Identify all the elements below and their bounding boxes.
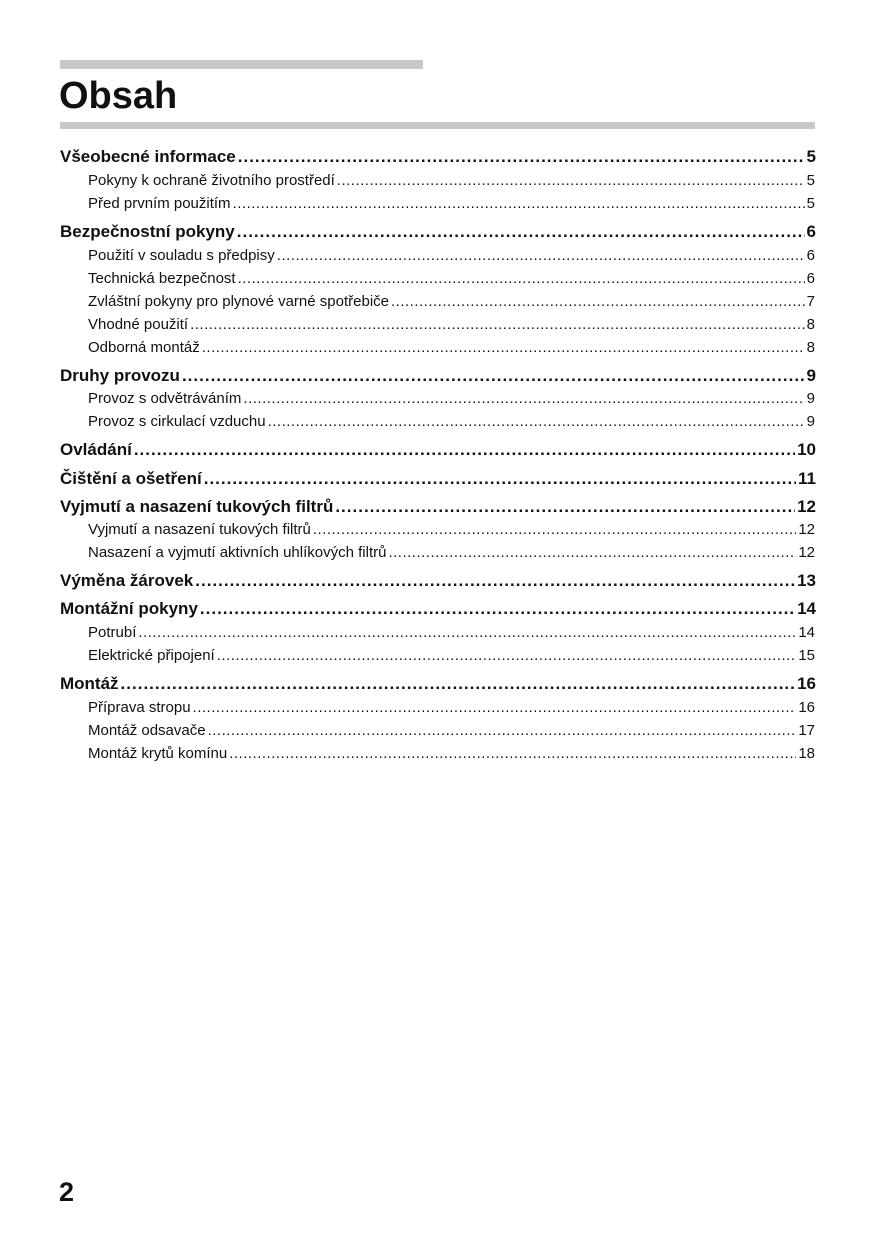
- toc-entry-label: Použití v souladu s předpisy: [88, 247, 275, 264]
- toc-subentry-suitable-use[interactable]: [88, 314, 815, 336]
- toc-entry-operation[interactable]: [60, 438, 816, 462]
- toc-entry-grease-filters[interactable]: [60, 495, 816, 519]
- toc-entry-page: 18: [798, 745, 815, 762]
- toc-dot-leader: [388, 542, 796, 564]
- toc-entry-label: Technická bezpečnost: [88, 270, 236, 287]
- toc-subentry-grease-filters[interactable]: [88, 519, 815, 541]
- toc-dot-leader: [391, 291, 805, 313]
- toc-entry-label: Provoz s cirkulací vzduchu: [88, 413, 266, 430]
- toc-entry-label: Druhy provozu: [60, 366, 180, 385]
- toc-entry-page: 15: [798, 647, 815, 664]
- toc-entry-label: Montáž odsavače: [88, 722, 206, 739]
- toc-entry-label: Vhodné použití: [88, 316, 189, 333]
- toc-entry-page: 12: [798, 544, 815, 561]
- toc-subentry-hood-installation[interactable]: [88, 720, 815, 742]
- toc-entry-page: 12: [797, 497, 816, 516]
- toc-subentry-carbon-filters[interactable]: [88, 542, 815, 564]
- toc-subentry-gas-appliances[interactable]: [88, 291, 815, 313]
- toc-entry-label: Bezpečnostní pokyny: [60, 222, 235, 241]
- toc-entry-page: 9: [806, 366, 816, 385]
- toc-dot-leader: [337, 170, 805, 192]
- toc-entry-label: Zvláštní pokyny pro plynové varné spotřebiče: [88, 293, 389, 310]
- toc-dot-leader: [237, 220, 805, 244]
- toc-dot-leader: [182, 364, 805, 388]
- toc-entry-label: Pokyny k ochraně životního prostředí: [88, 172, 335, 189]
- toc-entry-label: Před prvním použitím: [88, 195, 231, 212]
- toc-subentry-ducting[interactable]: [88, 622, 815, 644]
- toc-entry-page: 9: [806, 413, 815, 430]
- header-accent-bar: [60, 60, 423, 69]
- toc-entry-label: Výměna žárovek: [60, 571, 194, 590]
- toc-entry-safety-instructions[interactable]: [60, 220, 816, 244]
- toc-entry-label: Montáž: [60, 674, 119, 693]
- toc-entry-page: 14: [798, 624, 815, 641]
- toc-entry-cleaning[interactable]: [60, 467, 816, 491]
- toc-entry-page: 14: [797, 599, 816, 618]
- toc-entry-operating-modes[interactable]: [60, 364, 816, 388]
- toc-entry-page: 5: [806, 172, 815, 189]
- toc-entry-label: Montáž krytů komínu: [88, 745, 228, 762]
- toc-entry-page: 6: [806, 270, 815, 287]
- toc-entry-label: Elektrické připojení: [88, 647, 215, 664]
- toc-dot-leader: [229, 743, 796, 765]
- toc-entry-page: 9: [806, 390, 815, 407]
- toc-subentry-technical-safety[interactable]: [88, 268, 815, 290]
- toc-subentry-intended-use[interactable]: [88, 245, 815, 267]
- toc-entry-page: 16: [798, 699, 815, 716]
- toc-subentry-electrical-connection[interactable]: [88, 645, 815, 667]
- toc-entry-page: 7: [806, 293, 815, 310]
- toc-dot-leader: [202, 337, 805, 359]
- toc-entry-label: Všeobecné informace: [60, 147, 236, 166]
- toc-entry-label: Odborná montáž: [88, 339, 200, 356]
- toc-entry-label: Příprava stropu: [88, 699, 191, 716]
- toc-subentry-chimney-covers[interactable]: [88, 743, 815, 765]
- toc-dot-leader: [138, 622, 796, 644]
- toc-entry-page: 17: [798, 722, 815, 739]
- toc-entry-label: Potrubí: [88, 624, 137, 641]
- toc-subentry-professional-installation[interactable]: [88, 337, 815, 359]
- toc-entry-page: 8: [806, 316, 815, 333]
- toc-dot-leader: [268, 411, 805, 433]
- toc-dot-leader: [195, 569, 795, 593]
- toc-subentry-extraction-mode[interactable]: [88, 388, 815, 410]
- toc-dot-leader: [238, 268, 805, 290]
- toc-entry-page: 12: [798, 521, 815, 538]
- toc-subentry-ceiling-preparation[interactable]: [88, 697, 815, 719]
- toc-dot-leader: [204, 467, 796, 491]
- toc-entry-page: 10: [797, 440, 816, 459]
- toc-entry-page: 5: [806, 147, 816, 166]
- toc-dot-leader: [277, 245, 805, 267]
- toc-entry-installation[interactable]: [60, 672, 816, 696]
- toc-entry-label: Vyjmutí a nasazení tukových filtrů: [88, 521, 311, 538]
- toc-entry-page: 13: [797, 571, 816, 590]
- toc-subentry-environment[interactable]: [88, 170, 815, 192]
- toc-dot-leader: [190, 314, 805, 336]
- toc-entry-page: 8: [806, 339, 815, 356]
- toc-dot-leader: [243, 388, 804, 410]
- toc-subentry-before-first-use[interactable]: [88, 193, 815, 215]
- toc-entry-page: 5: [806, 195, 815, 212]
- toc-dot-leader: [217, 645, 797, 667]
- page-number: 2: [59, 1177, 75, 1207]
- toc-dot-leader: [193, 697, 797, 719]
- toc-entry-label: Nasazení a vyjmutí aktivních uhlíkových filtrů: [88, 544, 387, 561]
- title-divider: [60, 122, 815, 129]
- toc-subentry-recirculation-mode[interactable]: [88, 411, 815, 433]
- toc-dot-leader: [335, 495, 795, 519]
- toc-dot-leader: [200, 597, 795, 621]
- toc-entry-label: Ovládání: [60, 440, 132, 459]
- toc-dot-leader: [233, 193, 805, 215]
- toc-entry-page: 6: [806, 222, 816, 241]
- toc-entry-page: 11: [798, 469, 816, 488]
- page-title: Obsah: [59, 75, 178, 117]
- toc-entry-general-information[interactable]: [60, 145, 816, 169]
- toc-dot-leader: [121, 672, 796, 696]
- toc-dot-leader: [208, 720, 797, 742]
- toc-entry-page: 16: [797, 674, 816, 693]
- toc-entry-installation-instructions[interactable]: [60, 597, 816, 621]
- toc-entry-label: Čištění a ošetření: [60, 469, 202, 488]
- toc-entry-bulb-replacement[interactable]: [60, 569, 816, 593]
- toc-entry-label: Provoz s odvětráváním: [88, 390, 242, 407]
- toc-entry-page: 6: [806, 247, 815, 264]
- toc-entry-label: Montážní pokyny: [60, 599, 198, 618]
- toc-dot-leader: [134, 438, 795, 462]
- toc-dot-leader: [313, 519, 796, 541]
- toc-dot-leader: [238, 145, 805, 169]
- toc-entry-label: Vyjmutí a nasazení tukových filtrů: [60, 497, 334, 516]
